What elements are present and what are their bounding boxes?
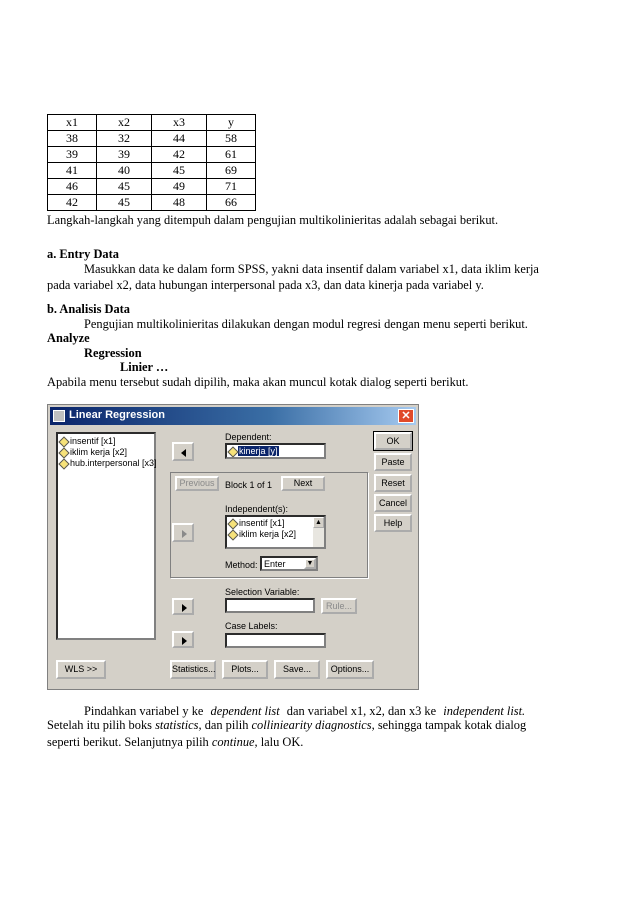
text-run: Pindahkan variabel y ke <box>84 704 204 718</box>
section-a-line-2: pada variabel x2, data hubungan interpersonal pada x3, dan data kinerja pada variabel y. <box>47 278 484 292</box>
wls-button[interactable]: WLS >> <box>56 660 106 679</box>
text-run: seperti berikut. Selanjutnya pilih <box>47 735 209 749</box>
data-table <box>47 114 256 211</box>
section-b-heading: b. Analisis Data <box>47 302 130 316</box>
save-button[interactable]: Save... <box>274 660 320 679</box>
table-cell: 45 <box>97 195 152 211</box>
list-item[interactable] <box>58 436 154 447</box>
table-cell: 40 <box>97 163 152 179</box>
app-icon <box>53 410 65 422</box>
independent-list[interactable] <box>225 515 326 549</box>
table-row <box>48 179 256 195</box>
dependent-label: Dependent: <box>225 432 272 442</box>
section-a-heading: a. Entry Data <box>47 247 119 261</box>
table-cell: 44 <box>152 131 207 147</box>
table-cell: 71 <box>207 179 256 195</box>
menu-regression: Regression <box>84 346 142 360</box>
cancel-button[interactable]: Cancel <box>374 494 412 512</box>
variable-label: hub.interpersonal [x3] <box>70 458 157 468</box>
table-cell: 39 <box>48 147 97 163</box>
list-item[interactable] <box>227 529 324 540</box>
list-item[interactable] <box>227 518 324 529</box>
table-row <box>48 147 256 163</box>
method-label: Method: <box>225 560 258 570</box>
variable-label: iklim kerja [x2] <box>70 447 128 457</box>
previous-button[interactable]: Previous <box>175 476 219 491</box>
intro-paragraph: Langkah-langkah yang ditempuh dalam pengujian multikolinieritas adalah sebagai berikut. <box>47 213 499 227</box>
case-labels-label: Case Labels: <box>225 621 278 631</box>
table-cell: 69 <box>207 163 256 179</box>
variable-icon <box>227 529 238 540</box>
table-cell: 58 <box>207 131 256 147</box>
reset-button[interactable]: Reset <box>374 474 412 492</box>
table-row <box>48 131 256 147</box>
text-run: lalu OK. <box>260 735 304 749</box>
table-cell: 45 <box>152 163 207 179</box>
selection-variable-label: Selection Variable: <box>225 587 300 597</box>
text-run: dan variabel x1, x2, dan x3 ke <box>286 704 437 718</box>
closing-line-1 <box>84 704 525 719</box>
table-cell: 41 <box>48 163 97 179</box>
move-to-dependent-button[interactable] <box>172 442 194 461</box>
linear-regression-dialog <box>47 404 419 690</box>
menu-linier: Linier … <box>120 360 169 374</box>
dependent-field[interactable] <box>225 443 326 459</box>
text-run-italic: continue, <box>211 735 258 749</box>
arrow-right-icon <box>182 604 187 612</box>
closing-line-2 <box>47 718 526 733</box>
help-button[interactable]: Help <box>374 514 412 532</box>
method-select[interactable] <box>260 556 318 571</box>
text-run-italic: dependent list <box>210 704 280 718</box>
dependent-value: kinerja [y] <box>239 446 278 456</box>
list-scrollbar[interactable] <box>313 517 324 547</box>
col-header-x3: x3 <box>152 115 207 131</box>
move-to-independent-button[interactable] <box>172 523 194 542</box>
table-cell: 46 <box>48 179 97 195</box>
chevron-down-icon[interactable]: ▼ <box>304 558 316 569</box>
col-header-x2: x2 <box>97 115 152 131</box>
section-a-line-1: Masukkan data ke dalam form SPSS, yakni data insentif dalam variabel x1, data iklim kerja <box>84 262 539 276</box>
table-cell: 61 <box>207 147 256 163</box>
table-cell: 38 <box>48 131 97 147</box>
arrow-left-icon <box>181 449 186 457</box>
variable-icon <box>58 447 69 458</box>
method-value: Enter <box>264 559 286 569</box>
table-cell: 42 <box>48 195 97 211</box>
variable-icon <box>227 446 238 457</box>
selection-variable-field[interactable] <box>225 598 315 613</box>
text-run-italic: independent list. <box>443 704 526 718</box>
section-b-line-1: Pengujian multikolinieritas dilakukan dengan modul regresi dengan menu seperti berikut. <box>84 317 528 331</box>
variable-icon <box>58 458 69 469</box>
list-item[interactable] <box>227 446 324 457</box>
source-variable-list[interactable] <box>56 432 156 640</box>
dialog-title: Linear Regression <box>69 409 165 421</box>
variable-label: insentif [x1] <box>70 436 116 446</box>
case-labels-field[interactable] <box>225 633 326 648</box>
variable-label: insentif [x1] <box>239 518 285 528</box>
closing-line-3 <box>47 735 303 750</box>
table-cell: 39 <box>97 147 152 163</box>
table-cell: 32 <box>97 131 152 147</box>
text-run-italic: statistics, <box>155 718 202 732</box>
table-cell: 42 <box>152 147 207 163</box>
text-run: dan pilih <box>204 718 249 732</box>
text-run-italic: colliniearity diagnostics, <box>251 718 375 732</box>
move-to-selection-button[interactable] <box>172 598 194 615</box>
independent-label: Independent(s): <box>225 504 289 514</box>
dialog-titlebar <box>50 407 416 425</box>
col-header-y: y <box>207 115 256 131</box>
table-cell: 48 <box>152 195 207 211</box>
paste-button[interactable]: Paste <box>374 453 412 471</box>
after-menu-paragraph: Apabila menu tersebut sudah dipilih, maka akan muncul kotak dialog seperti berikut. <box>47 375 469 389</box>
list-item[interactable] <box>58 447 154 458</box>
variable-icon <box>227 518 238 529</box>
ok-button[interactable]: OK <box>374 432 412 450</box>
col-header-x1: x1 <box>48 115 97 131</box>
menu-analyze: Analyze <box>47 331 90 345</box>
arrow-right-icon <box>182 637 187 645</box>
variable-icon <box>58 436 69 447</box>
rule-button[interactable]: Rule... <box>321 598 357 614</box>
plots-button[interactable]: Plots... <box>222 660 268 679</box>
statistics-button[interactable]: Statistics... <box>170 660 216 679</box>
next-button[interactable]: Next <box>281 476 325 491</box>
close-icon[interactable]: ✕ <box>398 409 414 423</box>
list-item[interactable] <box>58 458 157 469</box>
text-run: Setelah itu pilih boks <box>47 718 152 732</box>
table-row <box>48 195 256 211</box>
options-button[interactable]: Options... <box>326 660 374 679</box>
table-row <box>48 163 256 179</box>
move-to-case-labels-button[interactable] <box>172 631 194 648</box>
variable-label: iklim kerja [x2] <box>239 529 297 539</box>
scroll-up-icon[interactable]: ▲ <box>313 517 324 528</box>
table-cell: 49 <box>152 179 207 195</box>
table-header-row <box>48 115 256 131</box>
arrow-right-icon <box>182 530 187 538</box>
table-cell: 66 <box>207 195 256 211</box>
block-indicator: Block 1 of 1 <box>225 480 273 490</box>
text-run: sehingga tampak kotak dialog <box>377 718 527 732</box>
table-cell: 45 <box>97 179 152 195</box>
